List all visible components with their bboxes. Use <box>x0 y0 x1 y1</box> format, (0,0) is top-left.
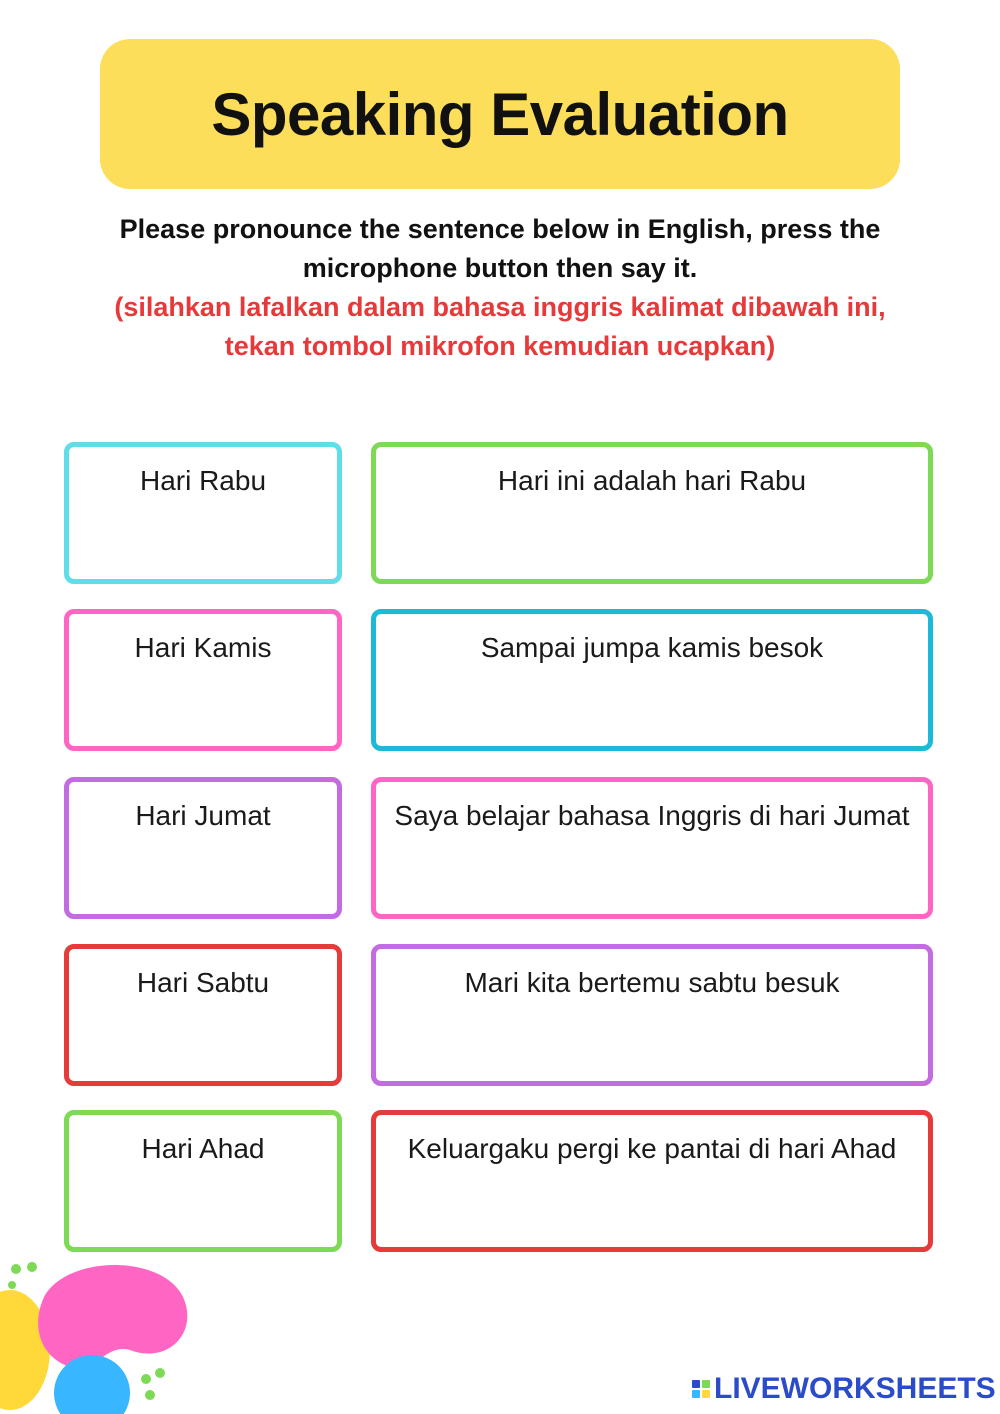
brand-name: LIVEWORKSHEETS <box>714 1372 996 1405</box>
title-banner <box>100 39 900 189</box>
liveworksheets-logo-icon <box>692 1380 710 1398</box>
sentence-card-jumat[interactable] <box>371 777 933 919</box>
day-label: Hari Sabtu <box>136 967 270 998</box>
day-label: Hari Jumat <box>135 800 271 831</box>
instruction-english: Please pronounce the sentence below in English, press the microphone button then say it. <box>119 214 881 283</box>
sentence-label: Hari ini adalah hari Rabu <box>497 465 807 496</box>
brand-watermark <box>692 1372 996 1406</box>
green-dot <box>155 1368 165 1378</box>
day-label: Hari Kamis <box>134 632 272 663</box>
sentence-card-sabtu[interactable] <box>371 944 933 1086</box>
page-title: Speaking Evaluation <box>211 80 789 148</box>
sentence-card-rabu[interactable] <box>371 442 933 584</box>
green-dot <box>145 1390 155 1400</box>
day-label: Hari Rabu <box>139 465 267 496</box>
instructions <box>100 210 900 366</box>
decorative-blobs <box>0 1255 200 1414</box>
sentence-label: Keluargaku pergi ke pantai di hari Ahad <box>407 1133 897 1164</box>
green-dot <box>141 1374 151 1384</box>
day-card-kamis[interactable] <box>64 609 342 751</box>
green-dot <box>27 1262 37 1272</box>
sentence-label: Mari kita bertemu sabtu besuk <box>464 967 840 998</box>
sentence-card-kamis[interactable] <box>371 609 933 751</box>
instruction-indonesian: (silahkan lafalkan dalam bahasa inggris kalimat dibawah ini, tekan tombol mikrofon kemudian ucapkan) <box>114 292 886 361</box>
day-card-jumat[interactable] <box>64 777 342 919</box>
sentence-label: Sampai jumpa kamis besok <box>480 632 824 663</box>
day-card-sabtu[interactable] <box>64 944 342 1086</box>
sentence-label: Saya belajar bahasa Inggris di hari Jumat <box>394 800 910 831</box>
day-card-rabu[interactable] <box>64 442 342 584</box>
pink-blob <box>38 1265 187 1368</box>
day-label: Hari Ahad <box>141 1133 265 1164</box>
green-dot <box>8 1281 16 1289</box>
day-card-ahad[interactable] <box>64 1110 342 1252</box>
sentence-card-ahad[interactable] <box>371 1110 933 1252</box>
green-dot <box>11 1264 21 1274</box>
